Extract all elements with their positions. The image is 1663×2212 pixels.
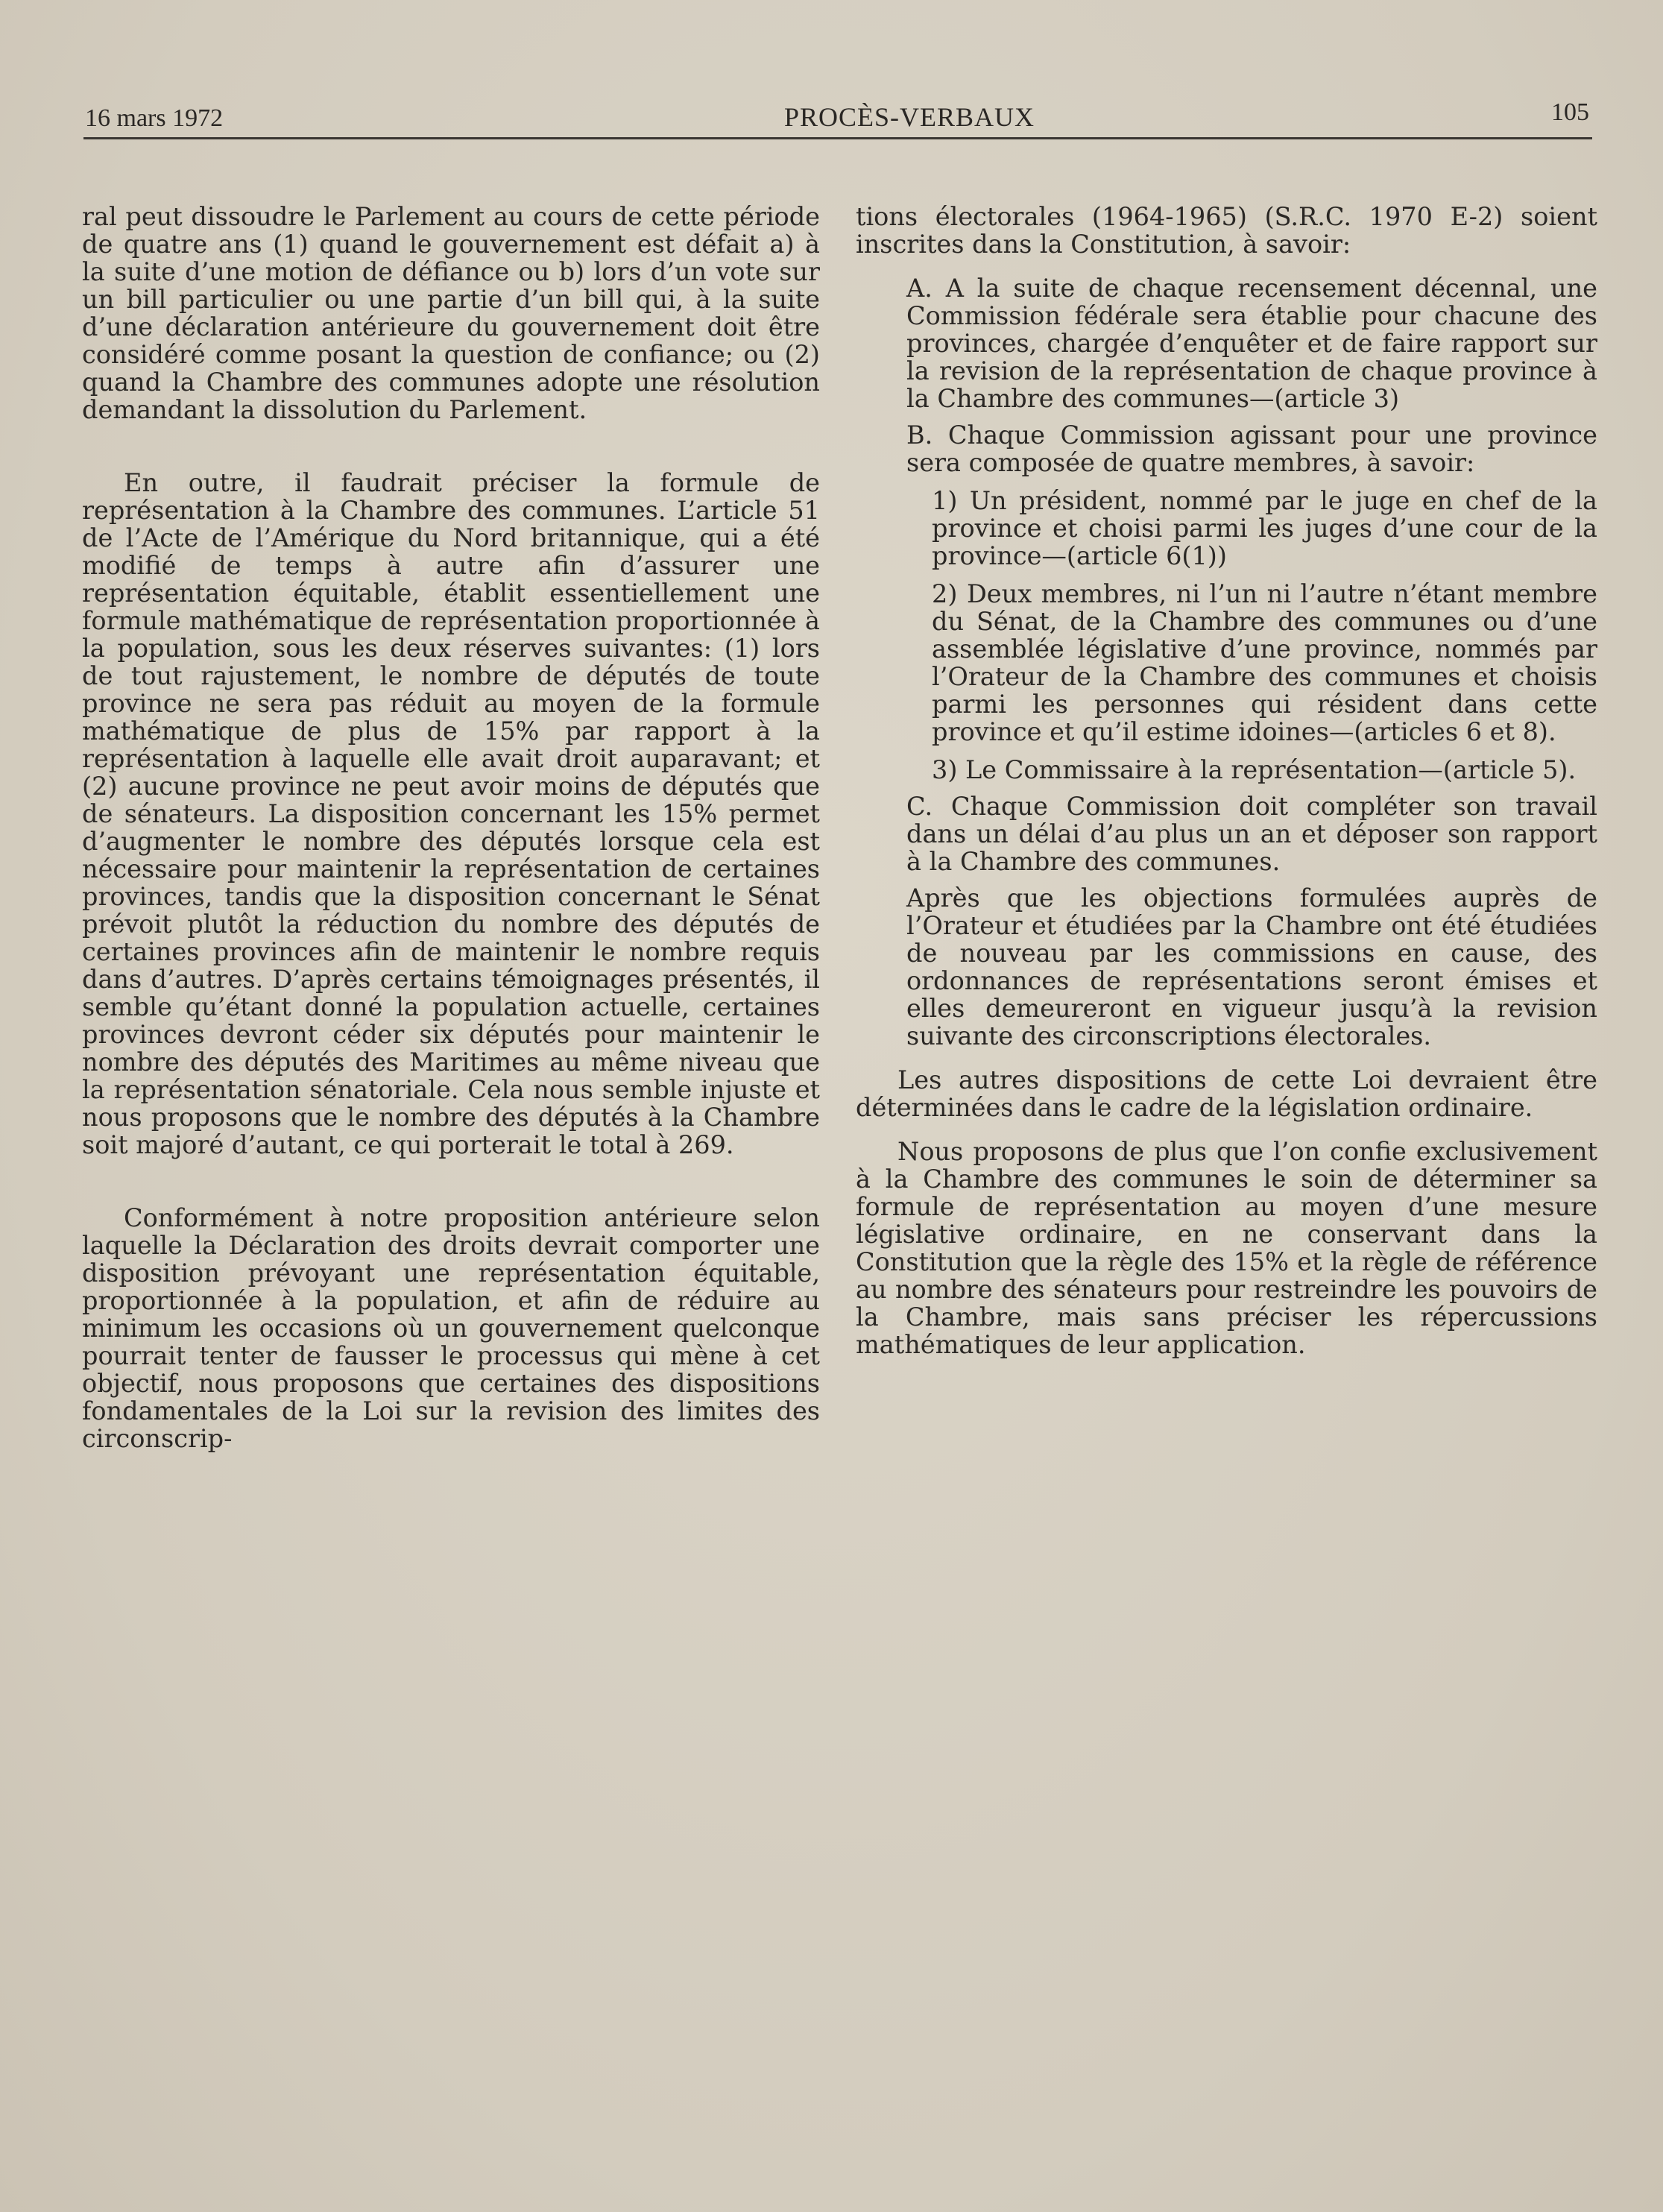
paragraph: Conformément à notre proposition antérieure selon laquelle la Déclaration des droits devrait comporter une disposition prévoyant une représentation équitable, proportionnée à la population, et afin de réduire au minimum les occasions où un gouvernement quelconque pourrait tenter de fausser le processus qui mène à cet objectif, nous proposons que certaines des dispositions fondamentales de la Loi sur la revision des limites des circonscrip-: [82, 1203, 820, 1453]
paragraph: ral peut dissoudre le Parlement au cours de cette période de quatre ans (1) quand le gouvernement est défait a) à la suite d’une motion de défiance ou b) lors d’un vote sur un bill particulier ou une partie d’un bill qui, à la suite d’une déclaration antérieure du gouvernement doit être considéré comme posant la question de confiance; ou (2) quand la Chambre des communes adopte une résolution demandant la dissolution du Parlement.: [82, 202, 820, 424]
sub-item-2: 2) Deux membres, ni l’un ni l’autre n’étant membre du Sénat, de la Chambre des communes ou d’une assemblée législative d’une province, nommés par l’Orateur de la Chambre des communes et choisis parmi les personnes qui résident dans cette province et qu’il estime idoines—(articles 6 et 8).: [932, 579, 1597, 746]
paragraph: tions électorales (1964-1965) (S.R.C. 1970 E-2) soient inscrites dans la Constitution, à savoir:: [856, 202, 1597, 259]
right-column: [856, 203, 1597, 1358]
header-date: 16 mars 1972: [85, 104, 224, 132]
sub-item-3: 3) Le Commissaire à la représentation—(article 5).: [932, 755, 1577, 784]
list-item-c: C. Chaque Commission doit compléter son travail dans un délai d’au plus un an et déposer son rapport à la Chambre des communes.: [906, 792, 1597, 876]
list-item-b: B. Chaque Commission agissant pour une province sera composée de quatre membres, à savoir:: [906, 420, 1597, 477]
left-column: [82, 203, 820, 1452]
paragraph: Nous proposons de plus que l’on confie exclusivement à la Chambre des communes le soin de déterminer sa formule de représentation au moyen d’une mesure législative ordinaire, en ne conservant dans la Constitution que la règle des 15% et la règle de référence au nombre des sénateurs pour restreindre les pouvoirs de la Chambre, mais sans préciser les répercussions mathématiques de leur application.: [856, 1137, 1597, 1359]
sub-item-1: 1) Un président, nommé par le juge en chef de la province et choisi parmi les juges d’une cour de la province—(article 6(1)): [932, 486, 1597, 570]
page-number: 105: [1551, 98, 1589, 126]
running-header: [83, 95, 1592, 139]
list-item-a: A. A la suite de chaque recensement décennal, une Commission fédérale sera établie pour chacune des provinces, chargée d’enquêter et de faire rapport sur la revision de la représentation de chaque province à la Chambre des communes—(article 3): [906, 274, 1597, 413]
paragraph: En outre, il faudrait préciser la formule de représentation à la Chambre des communes. L’article 51 de l’Acte de l’Amérique du Nord britannique, qui a été modifié de temps à autre afin d’assurer une représentation équitable, établit essentiellement une formule mathématique de représentation proportionnée à la population, sous les deux réserves suivantes: (1) lors de tout rajustement, le nombre de députés de toute province ne sera pas réduit au moyen de la formule mathématique de plus de 15% par rapport à la représentation à laquelle elle avait droit auparavant; et (2) aucune province ne peut avoir moins de députés que de sénateurs. La disposition concernant les 15% permet d’augmenter le nombre des députés lorsque cela est nécessaire pour maintenir la représentation de certaines provinces, tandis que la disposition concernant le Sénat prévoit plutôt la réduction du nombre des députés de certaines provinces afin de maintenir le nombre requis dans d’autres. D’après certains témoignages présentés, il semble qu’étant donné la population actuelle, certaines provinces devront céder six députés pour maintenir le nombre des députés des Maritimes au même niveau que la représentation sénatoriale. Cela nous semble injuste et nous proposons que le nombre des députés à la Chambre soit majoré d’autant, ce qui porterait le total à 269.: [82, 468, 820, 1159]
paragraph: Après que les objections formulées auprès de l’Orateur et étudiées par la Chambre ont été étudiées de nouveau par les commissions en cause, des ordonnances de représentations seront émises et elles demeureront en vigueur jusqu’à la revision suivante des circonscriptions électorales.: [906, 883, 1597, 1050]
header-title: PROCÈS-VERBAUX: [784, 102, 1035, 132]
paragraph: Les autres dispositions de cette Loi devraient être déterminées dans le cadre de la législation ordinaire.: [856, 1065, 1597, 1122]
